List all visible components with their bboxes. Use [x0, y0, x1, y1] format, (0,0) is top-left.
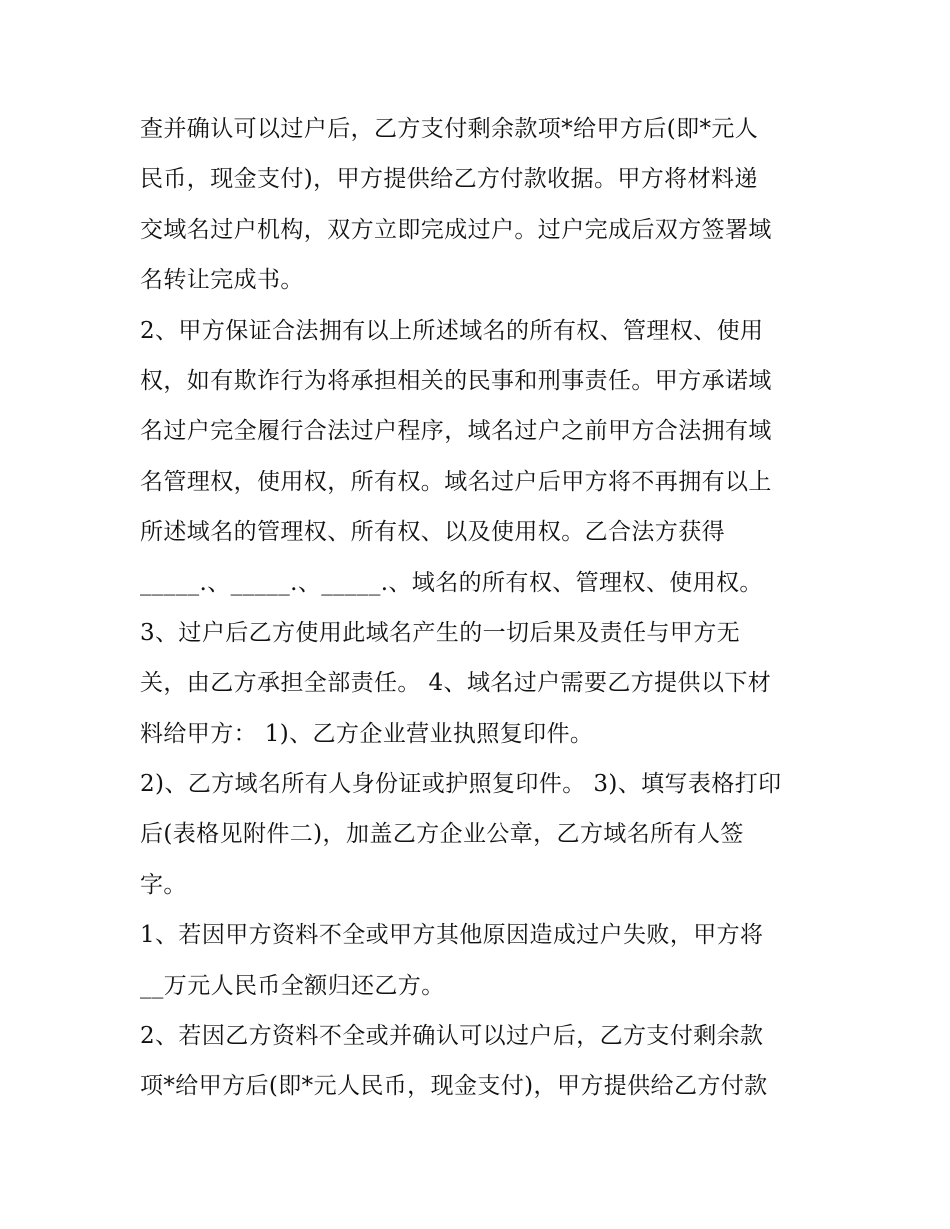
- text-line: 后(表格见附件二)，加盖乙方企业公章，乙方域名所有人签: [140, 821, 744, 848]
- text-line: 项*给甲方后(即*元人民币，现金支付)，甲方提供给乙方付款: [140, 1073, 768, 1100]
- text-line: 料给甲方： 1)、乙方企业营业执照复印件。: [140, 720, 594, 747]
- text-line: 查并确认可以过户后，乙方支付剩余款项*给甲方后(即*元人: [140, 116, 759, 142]
- text-line: 1、若因甲方资料不全或甲方其他原因造成过户失败，甲方将: [140, 922, 764, 949]
- text-line: 权，如有欺诈行为将承担相关的民事和刑事责任。甲方承诺域: [140, 367, 772, 394]
- text-line: 所述域名的管理权、所有权、以及使用权。乙合法方获得: [140, 519, 725, 546]
- text-line: 2、甲方保证合法拥有以上所述域名的所有权、管理权、使用: [140, 317, 764, 344]
- text-line: __万元人民币全额归还乙方。: [140, 972, 445, 999]
- text-line: 关，由乙方承担全部责任。 4、域名过户需要乙方提供以下材: [140, 670, 772, 697]
- document-body: [140, 104, 820, 1112]
- text-line: _____.、_____.、_____.、域名的所有权、管理权、使用权。: [140, 569, 763, 596]
- text-line: 名过户完全履行合法过户程序，域名过户之前甲方合法拥有域: [140, 418, 772, 445]
- text-line: 民币，现金支付)，甲方提供给乙方付款收据。甲方将材料递: [140, 166, 758, 193]
- text-line: 名转让完成书。: [140, 267, 304, 294]
- text-line: 3、过户后乙方使用此域名产生的一切后果及责任与甲方无: [140, 619, 741, 646]
- text-line: 交域名过户机构，双方立即完成过户。过户完成后双方签署域: [140, 216, 772, 243]
- text-line: 2)、乙方域名所有人身份证或护照复印件。 3)、填写表格打印: [140, 771, 782, 798]
- text-line: 名管理权，使用权，所有权。域名过户后甲方将不再拥有以上: [140, 468, 772, 495]
- text-line: 2、若因乙方资料不全或并确认可以过户后，乙方支付剩余款: [140, 1023, 764, 1050]
- text-line: 字。: [140, 871, 187, 898]
